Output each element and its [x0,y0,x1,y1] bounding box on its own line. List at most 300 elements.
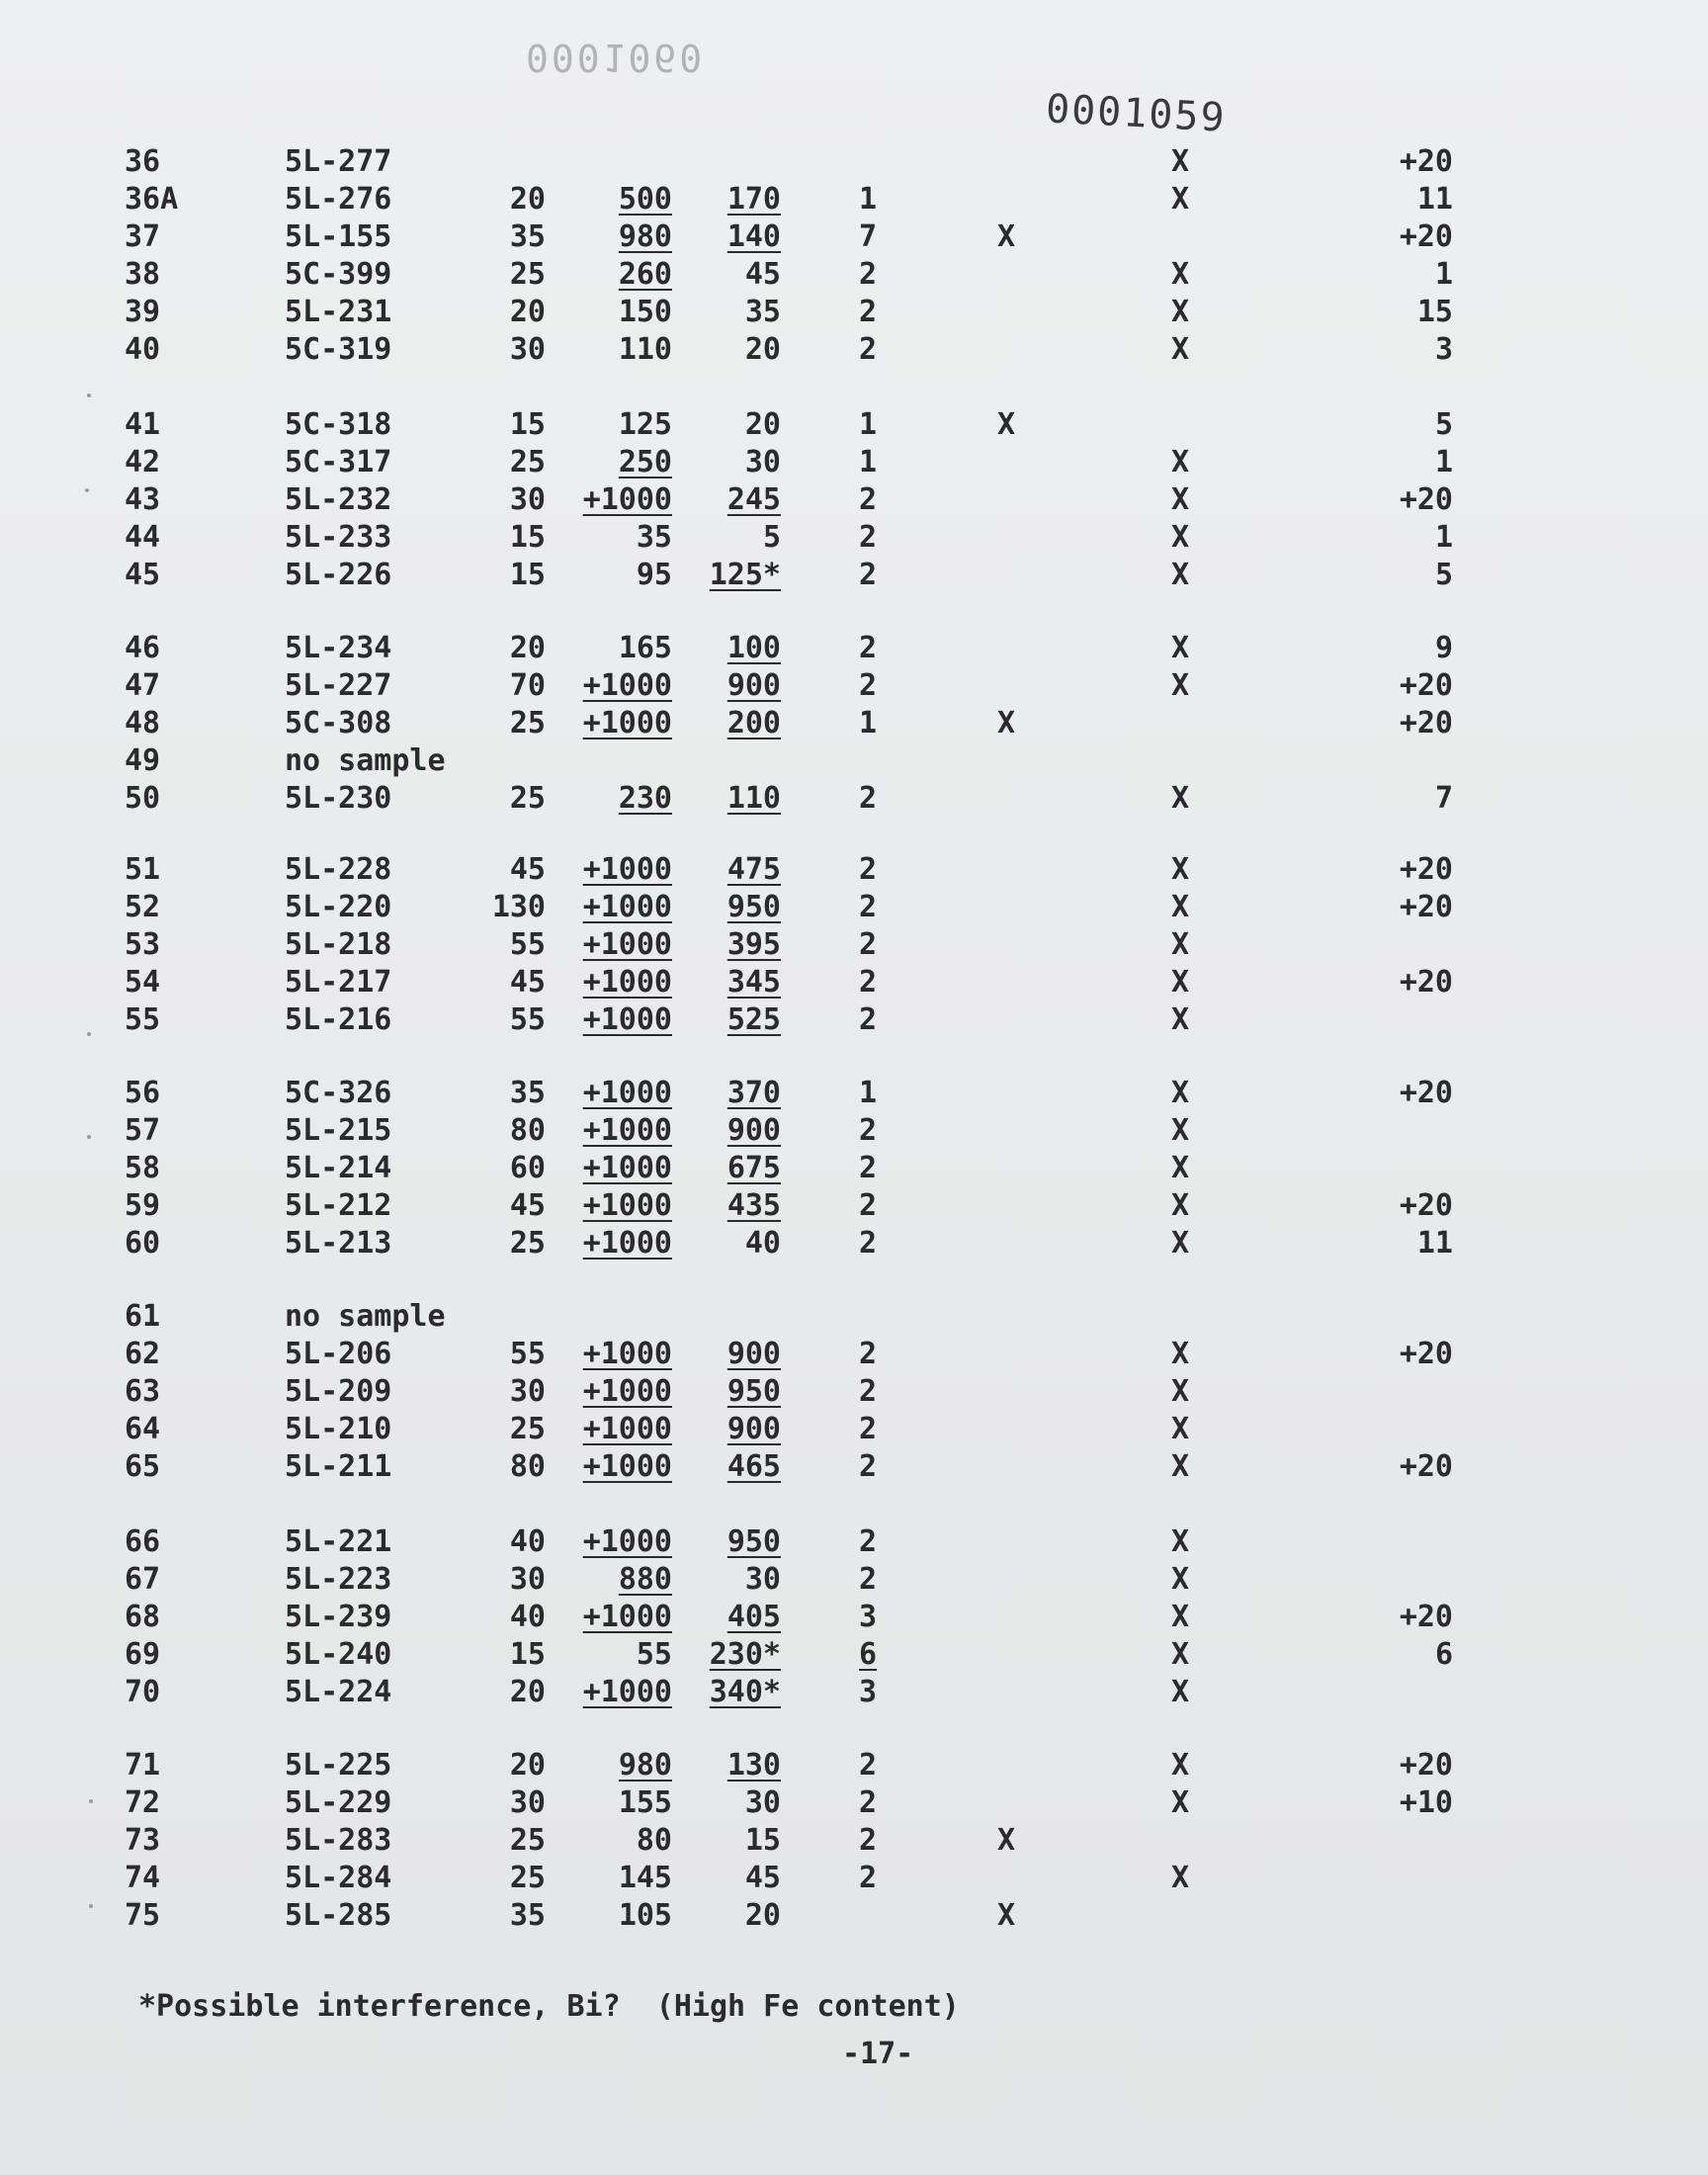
class-number: 2 [858,965,878,1000]
value-2: 55 [636,1637,672,1672]
table-row [0,1637,1708,1673]
sample-id: 5L-240 [285,1637,392,1672]
mark-b: X [1170,445,1190,479]
mark-b: X [1170,1412,1190,1446]
value-1: 15 [509,558,546,592]
value-3: 405 [726,1600,781,1634]
row-number: 41 [125,407,161,442]
row-number: 69 [125,1637,161,1672]
class-number: 1 [858,182,878,217]
value-3: 900 [726,1412,781,1446]
sample-id: no sample [285,743,446,778]
value-2: +1000 [582,482,672,517]
speck [85,488,89,492]
mark-b: X [1170,332,1190,367]
class-number: 2 [858,1374,878,1409]
speck [87,1135,91,1139]
value-3: 20 [744,332,781,367]
value-2: 155 [618,1785,672,1820]
value-2: 250 [618,445,672,479]
row-number: 70 [125,1675,161,1709]
value-2: 105 [618,1898,672,1933]
row-number: 55 [125,1002,161,1037]
result-value: +20 [1399,890,1453,924]
sample-id: 5L-229 [285,1785,392,1820]
value-2: +1000 [582,1076,672,1110]
row-number: 50 [125,781,161,816]
page-number: -17- [842,2037,914,2071]
table-row [0,295,1708,330]
row-number: 66 [125,1524,161,1559]
value-1: 55 [509,1002,546,1037]
class-number: 2 [858,1449,878,1484]
value-3: 465 [726,1449,781,1484]
value-3: 45 [744,257,781,292]
value-1: 80 [509,1113,546,1148]
row-number: 65 [125,1449,161,1484]
value-2: +1000 [582,1412,672,1446]
sample-id: 5L-220 [285,890,392,924]
sample-id: 5L-209 [285,1374,392,1409]
result-value: +20 [1399,668,1453,703]
value-2: 980 [618,219,672,254]
footnote: *Possible interference, Bi? (High Fe content) [138,1989,960,2024]
result-value: 5 [1434,558,1453,592]
table-row [0,1299,1708,1335]
value-1: 30 [509,482,546,517]
table-row [0,182,1708,218]
table-row [0,1748,1708,1784]
sample-id: 5L-223 [285,1562,392,1597]
class-number: 2 [858,1748,878,1783]
mark-b: X [1170,631,1190,665]
mark-b: X [1170,1637,1190,1672]
value-2: +1000 [582,1524,672,1559]
value-2: 230 [618,781,672,816]
sample-id: 5L-232 [285,482,392,517]
mark-a: X [996,1823,1016,1858]
row-number: 40 [125,332,161,367]
row-number: 71 [125,1748,161,1783]
row-number: 68 [125,1600,161,1634]
mark-b: X [1170,1151,1190,1185]
value-2: +1000 [582,1113,672,1148]
value-1: 30 [509,332,546,367]
value-2: +1000 [582,1002,672,1037]
value-3: 900 [726,1113,781,1148]
mark-b: X [1170,1002,1190,1037]
sample-id: 5L-155 [285,219,392,254]
mark-b: X [1170,1600,1190,1634]
sample-id: 5L-224 [285,1675,392,1709]
value-2: 145 [618,1861,672,1895]
result-value: +20 [1399,1449,1453,1484]
class-number: 3 [858,1600,878,1634]
value-3: 900 [726,668,781,703]
sample-id: 5L-231 [285,295,392,329]
value-2: 150 [618,295,672,329]
value-3: 20 [744,407,781,442]
value-2: +1000 [582,1226,672,1261]
value-2: +1000 [582,1374,672,1409]
value-2: +1000 [582,890,672,924]
sample-id: 5C-326 [285,1076,392,1110]
value-1: 40 [509,1600,546,1634]
table-row [0,965,1708,1000]
row-number: 74 [125,1861,161,1895]
value-3: 35 [744,295,781,329]
class-number: 2 [858,1823,878,1858]
row-number: 58 [125,1151,161,1185]
sample-id: 5L-283 [285,1823,392,1858]
value-3: 675 [726,1151,781,1185]
value-2: 500 [618,182,672,217]
value-2: 125 [618,407,672,442]
result-value: 1 [1434,445,1453,479]
row-number: 44 [125,520,161,555]
table-row [0,1600,1708,1635]
table-row [0,520,1708,556]
table-row [0,781,1708,817]
class-number: 2 [858,1524,878,1559]
value-3: 125* [709,558,781,592]
result-value: +20 [1399,144,1453,179]
class-number: 2 [858,1113,878,1148]
sample-id: 5L-233 [285,520,392,555]
mark-a: X [996,1898,1016,1933]
class-number: 2 [858,520,878,555]
table-row [0,1226,1708,1262]
mark-b: X [1170,852,1190,887]
row-number: 51 [125,852,161,887]
mark-b: X [1170,1675,1190,1709]
sample-id: 5L-213 [285,1226,392,1261]
value-1: 70 [509,668,546,703]
mark-b: X [1170,520,1190,555]
result-value: 3 [1434,332,1453,367]
mark-b: X [1170,1337,1190,1371]
result-value: +20 [1399,1337,1453,1371]
value-2: 260 [618,257,672,292]
sample-id: 5L-284 [285,1861,392,1895]
sample-id: 5L-212 [285,1188,392,1223]
row-number: 36A [125,182,179,217]
mark-b: X [1170,927,1190,962]
value-3: 20 [744,1898,781,1933]
mark-a: X [996,706,1016,740]
value-2: +1000 [582,1188,672,1223]
mark-b: X [1170,144,1190,179]
value-2: 165 [618,631,672,665]
table-row [0,219,1708,255]
value-1: 130 [491,890,546,924]
class-number: 2 [858,890,878,924]
value-3: 5 [762,520,781,555]
table-row [0,332,1708,368]
row-number: 67 [125,1562,161,1597]
result-value: 9 [1434,631,1453,665]
class-number: 2 [858,332,878,367]
table-row [0,1002,1708,1038]
sample-id: 5L-217 [285,965,392,1000]
mark-b: X [1170,781,1190,816]
mark-b: X [1170,1861,1190,1895]
value-1: 20 [509,295,546,329]
table-row [0,1675,1708,1710]
table-row [0,1785,1708,1821]
sample-id: 5C-318 [285,407,392,442]
value-2: +1000 [582,852,672,887]
row-number: 72 [125,1785,161,1820]
value-1: 80 [509,1449,546,1484]
value-3: 15 [744,1823,781,1858]
class-number: 7 [858,219,878,254]
value-1: 20 [509,182,546,217]
value-2: +1000 [582,1151,672,1185]
row-number: 63 [125,1374,161,1409]
table-row [0,927,1708,963]
class-number: 2 [858,482,878,517]
value-2: 980 [618,1748,672,1783]
value-3: 110 [726,781,781,816]
value-1: 25 [509,445,546,479]
result-value: 11 [1416,182,1453,217]
class-number: 2 [858,1226,878,1261]
value-1: 20 [509,1675,546,1709]
row-number: 61 [125,1299,161,1334]
value-1: 35 [509,219,546,254]
sample-id: 5C-308 [285,706,392,740]
value-3: 30 [744,1785,781,1820]
class-number: 2 [858,781,878,816]
mark-b: X [1170,1188,1190,1223]
row-number: 54 [125,965,161,1000]
result-value: +20 [1399,1076,1453,1110]
class-number: 2 [858,1188,878,1223]
value-1: 25 [509,781,546,816]
mark-b: X [1170,890,1190,924]
row-number: 39 [125,295,161,329]
mark-b: X [1170,295,1190,329]
sample-id: no sample [285,1299,446,1334]
table-row [0,743,1708,779]
row-number: 38 [125,257,161,292]
class-number: 2 [858,1785,878,1820]
table-row [0,631,1708,666]
sample-id: 5L-239 [285,1600,392,1634]
sample-id: 5C-317 [285,445,392,479]
mark-a: X [996,219,1016,254]
value-2: 95 [636,558,672,592]
result-value: +20 [1399,1188,1453,1223]
value-1: 25 [509,1412,546,1446]
row-number: 48 [125,706,161,740]
table-row [0,1188,1708,1224]
table-row [0,445,1708,480]
value-1: 15 [509,407,546,442]
class-number: 3 [858,1675,878,1709]
value-2: +1000 [582,706,672,740]
mark-b: X [1170,182,1190,217]
sample-id: 5C-399 [285,257,392,292]
table-row [0,1412,1708,1447]
result-value: 11 [1416,1226,1453,1261]
value-2: +1000 [582,668,672,703]
value-3: 45 [744,1861,781,1895]
mark-b: X [1170,1076,1190,1110]
class-number: 2 [858,1337,878,1371]
value-1: 25 [509,1226,546,1261]
row-number: 49 [125,743,161,778]
sample-id: 5L-206 [285,1337,392,1371]
sample-id: 5L-226 [285,558,392,592]
row-number: 60 [125,1226,161,1261]
speck [87,393,91,397]
sample-id: 5C-319 [285,332,392,367]
sample-id: 5L-276 [285,182,392,217]
value-3: 475 [726,852,781,887]
class-number: 2 [858,852,878,887]
sample-id: 5L-227 [285,668,392,703]
row-number: 45 [125,558,161,592]
mark-b: X [1170,1748,1190,1783]
row-number: 36 [125,144,161,179]
sample-id: 5L-285 [285,1898,392,1933]
sample-id: 5L-218 [285,927,392,962]
sample-id: 5L-228 [285,852,392,887]
class-number: 2 [858,1412,878,1446]
value-2: 35 [636,520,672,555]
sample-id: 5L-234 [285,631,392,665]
value-1: 55 [509,1337,546,1371]
value-2: +1000 [582,1600,672,1634]
value-1: 45 [509,852,546,887]
table-row [0,1151,1708,1186]
value-3: 395 [726,927,781,962]
value-1: 60 [509,1151,546,1185]
value-1: 20 [509,631,546,665]
row-number: 46 [125,631,161,665]
table-row [0,1898,1708,1934]
table-row [0,1524,1708,1560]
value-3: 170 [726,182,781,217]
value-3: 900 [726,1337,781,1371]
value-2: +1000 [582,965,672,1000]
value-3: 130 [726,1748,781,1783]
value-1: 55 [509,927,546,962]
mark-a: X [996,407,1016,442]
value-3: 230* [709,1637,781,1672]
value-1: 30 [509,1374,546,1409]
value-3: 40 [744,1226,781,1261]
row-number: 52 [125,890,161,924]
mark-b: X [1170,1524,1190,1559]
row-number: 43 [125,482,161,517]
row-number: 73 [125,1823,161,1858]
value-1: 15 [509,1637,546,1672]
sample-id: 5L-210 [285,1412,392,1446]
value-1: 45 [509,965,546,1000]
sample-id: 5L-214 [285,1151,392,1185]
result-value: +20 [1399,1600,1453,1634]
speck [89,1799,93,1803]
table-row [0,852,1708,888]
sample-id: 5L-277 [285,144,392,179]
value-2: 110 [618,332,672,367]
value-3: 100 [726,631,781,665]
table-row [0,1076,1708,1111]
row-number: 62 [125,1337,161,1371]
table-row [0,1449,1708,1485]
class-number: 2 [858,631,878,665]
value-3: 950 [726,890,781,924]
table-row [0,1337,1708,1372]
speck [87,1032,91,1036]
mark-b: X [1170,1449,1190,1484]
value-3: 525 [726,1002,781,1037]
class-number: 2 [858,295,878,329]
value-1: 25 [509,257,546,292]
mark-b: X [1170,1113,1190,1148]
row-number: 75 [125,1898,161,1933]
class-number: 2 [858,668,878,703]
row-number: 56 [125,1076,161,1110]
result-value: +20 [1399,219,1453,254]
result-value: 5 [1434,407,1453,442]
table-row [0,1823,1708,1859]
value-1: 45 [509,1188,546,1223]
table-row [0,558,1708,593]
result-value: 15 [1416,295,1453,329]
sample-id: 5L-225 [285,1748,392,1783]
stamp-number: 0001059 [1044,86,1228,141]
row-number: 42 [125,445,161,479]
table-row [0,1861,1708,1896]
value-1: 30 [509,1785,546,1820]
value-3: 30 [744,1562,781,1597]
table-row [0,1113,1708,1149]
result-value: 1 [1434,520,1453,555]
mark-b: X [1170,1785,1190,1820]
speck [89,1904,93,1908]
mark-b: X [1170,558,1190,592]
value-3: 140 [726,219,781,254]
value-2: +1000 [582,927,672,962]
result-value: 1 [1434,257,1453,292]
mark-b: X [1170,668,1190,703]
class-number: 2 [858,927,878,962]
sample-id: 5L-230 [285,781,392,816]
row-number: 47 [125,668,161,703]
result-value: +20 [1399,1748,1453,1783]
table-row [0,257,1708,293]
table-row [0,890,1708,925]
row-number: 53 [125,927,161,962]
class-number: 1 [858,1076,878,1110]
result-value: +20 [1399,706,1453,740]
sample-id: 5L-211 [285,1449,392,1484]
value-3: 435 [726,1188,781,1223]
mark-b: X [1170,965,1190,1000]
result-value: +20 [1399,852,1453,887]
value-1: 30 [509,1562,546,1597]
mark-b: X [1170,1226,1190,1261]
sample-id: 5L-221 [285,1524,392,1559]
table-row [0,706,1708,741]
class-number: 2 [858,1562,878,1597]
mark-b: X [1170,257,1190,292]
row-number: 57 [125,1113,161,1148]
